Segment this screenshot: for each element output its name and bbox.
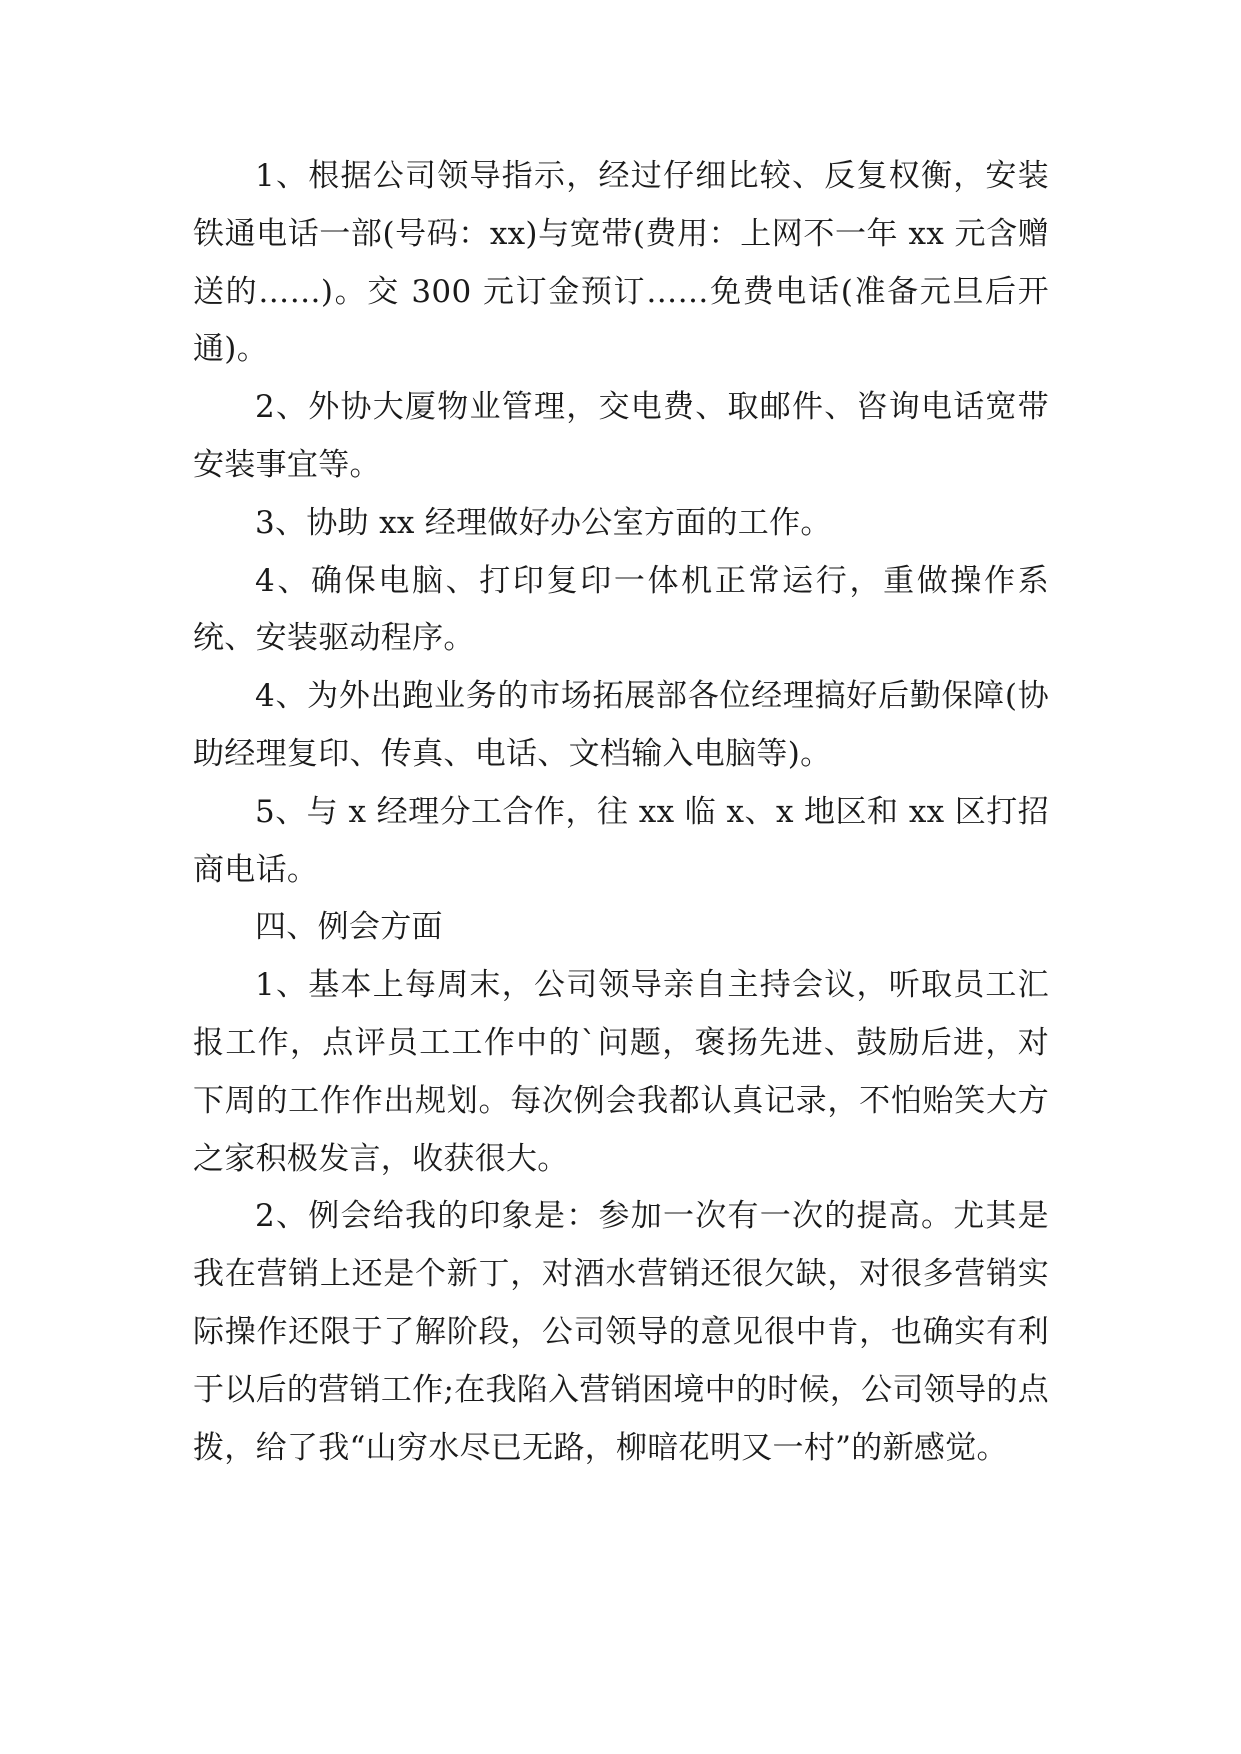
paragraph-item-2-property-management: 2、外协大厦物业管理，交电费、取邮件、咨询电话宽带安装事宜等。: [193, 389, 1049, 483]
paragraph-item-1-phone-broadband: 1、根据公司领导指示，经过仔细比较、反复权衡，安装铁通电话一部(号码：xx)与宽带(费用：上网不一年 xx 元含赠送的……)。交 300 元订金预订……免费电话(准备元旦后开通)。: [193, 158, 1049, 368]
paragraph-meeting-1: 1、基本上每周末，公司领导亲自主持会议，听取员工汇报工作，点评员工工作中的`问题，褒扬先进、鼓励后进，对下周的工作作出规划。每次例会我都认真记录，不怕贻笑大方之家积极发言，收获很大。: [193, 967, 1049, 1177]
paragraph-item-5-investment-calls: 5、与 x 经理分工合作，往 xx 临 x、x 地区和 xx 区打招商电话。: [193, 793, 1049, 888]
document-page: [193, 148, 1049, 1477]
paragraph-item-3-office-assist: 3、协助 xx 经理做好办公室方面的工作。: [255, 504, 832, 541]
section-heading-meetings: 四、例会方面: [255, 909, 443, 946]
paragraph-item-4-computer-maintenance: 4、确保电脑、打印复印一体机正常运行，重做操作系统、安装驱动程序。: [193, 562, 1049, 657]
paragraph-meeting-2: 2、例会给我的印象是：参加一次有一次的提高。尤其是我在营销上还是个新丁，对酒水营销还很欠缺，对很多营销实际操作还限于了解阶段，公司领导的意见很中肯，也确实有利于以后的营销工作;在我陷入营销困境中的时候，公司领导的点拨，给了我“山穷水尽已无路，柳暗花明又一村”的新感觉。: [193, 1198, 1049, 1466]
paragraph-item-4-logistics-support: 4、为外出跑业务的市场拓展部各位经理搞好后勤保障(协助经理复印、传真、电话、文档输入电脑等)。: [193, 678, 1049, 772]
